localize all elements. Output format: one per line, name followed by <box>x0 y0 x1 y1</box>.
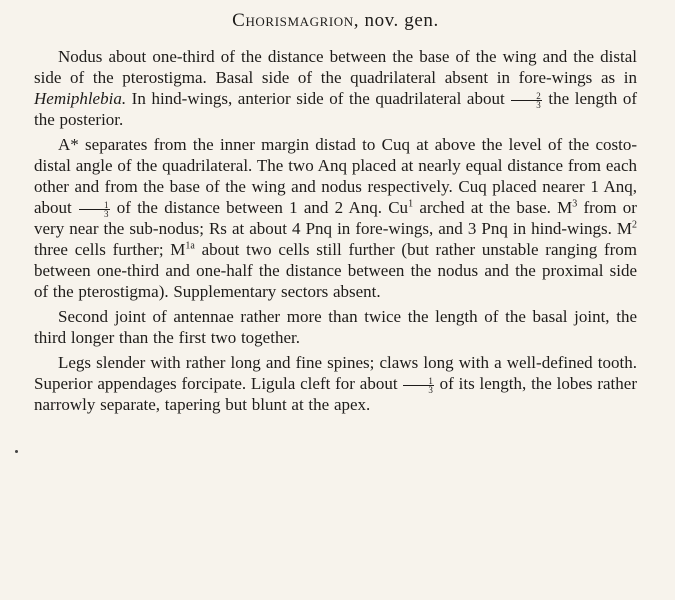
fraction <box>511 92 542 109</box>
page-title <box>34 8 637 34</box>
text-run: Second joint of antennae rather more than twice the length of the basal joint, the third longer than the first two together. <box>34 307 637 347</box>
text-run: of its length, the lobes rather narrowly separate, tapering but blunt at the apex. <box>34 374 637 414</box>
fraction-denominator: 3 <box>104 208 109 219</box>
paragraph-venation-2 <box>34 134 637 302</box>
fraction <box>79 201 110 218</box>
paragraph-antennae <box>34 306 637 348</box>
fraction-denominator: 3 <box>428 384 433 395</box>
superscript: 1a <box>185 240 195 252</box>
fraction-numerator: 1 <box>79 201 110 210</box>
text-run: arched at the base. M <box>413 198 573 217</box>
text-run: of the distance between 1 and 2 Anq. Cu <box>110 198 409 217</box>
genus-suffix: , nov. gen. <box>353 10 439 31</box>
fraction-denominator: 3 <box>536 99 541 110</box>
paragraph-venation-1 <box>34 46 637 130</box>
fraction-numerator: 2 <box>511 92 542 101</box>
fraction <box>403 377 434 394</box>
text-run: the length of the posterior. <box>34 89 637 129</box>
text-run: three cells further; M <box>34 240 186 259</box>
text-run: Nodus about one-third of the distance between the base of the wing and the distal side of the pterostigma. Basal side of the quadrilateral absent in fore-wings as in <box>34 47 637 87</box>
text-run: Legs slender with rather long and fine spines; claws long with a well-defined tooth. Superior appendages forcipate. Ligula cleft for about <box>34 353 637 393</box>
fraction-numerator: 1 <box>403 377 434 386</box>
superscript: 2 <box>632 219 637 231</box>
superscript: 3 <box>572 198 578 210</box>
genus-name: Chorismagrion <box>232 10 354 31</box>
paragraph-legs-appendages <box>34 352 637 415</box>
superscript: 1 <box>408 198 414 210</box>
italic-genus-reference: Hemiphlebia. <box>34 89 127 108</box>
text-run: about two cells still further (but rather unstable ranging from between one-third and one-half the distance between the nodus and the proximal side of the pterostigma). Supplementary sectors absent. <box>34 240 638 301</box>
text-run: A* separates from the inner margin distad to Cuq at above the level of the costo-distal angle of the quadrilateral. The two Anq placed at nearly equal distance from each other and from the base of the wing and nodus respectively. Cuq placed nearer 1 Anq, about <box>34 135 637 217</box>
text-run: from or very near the sub-nodus; Rs at about 4 Pnq in fore-wings, and 3 Pnq in hind-wings. M <box>34 198 637 238</box>
text-run: In hind-wings, anterior side of the quadrilateral about <box>126 89 511 108</box>
margin-speck <box>15 450 18 453</box>
